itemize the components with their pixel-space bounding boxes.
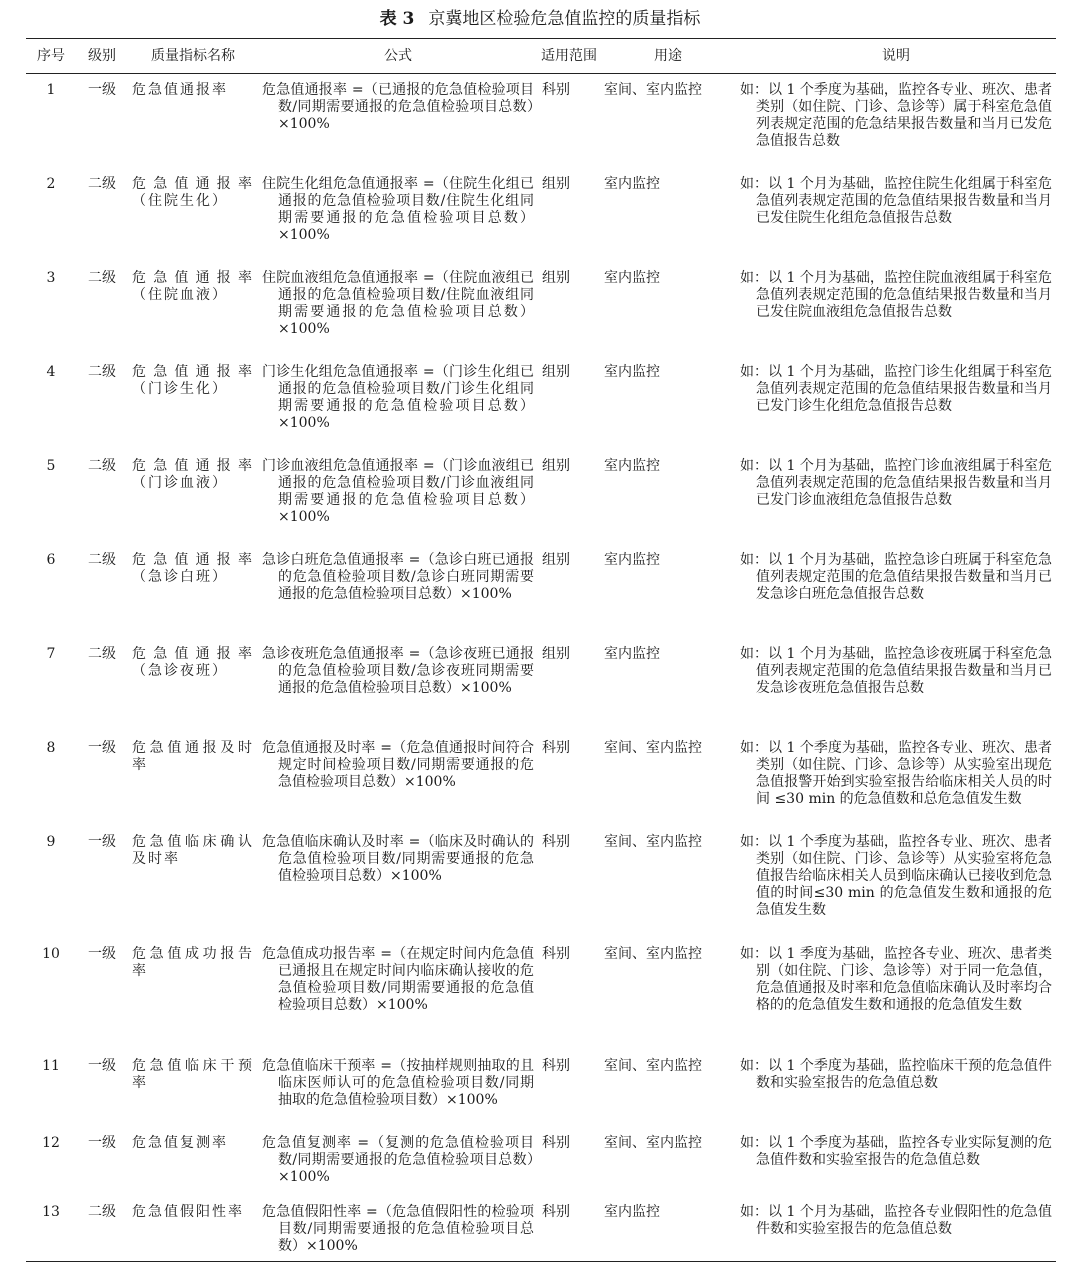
cell-formula — [258, 1127, 538, 1196]
cell-desc — [736, 74, 1056, 168]
cell-formula — [258, 168, 538, 262]
cell-level: 二级 — [88, 645, 116, 662]
cell-desc — [736, 638, 1056, 732]
cell-desc — [736, 938, 1056, 1050]
table-row — [26, 732, 1056, 826]
desc-text: 如：以 1 个月为基础，监控急诊夜班属于科室危急值列表规定范围的危急值结果报告数量和当月已发急诊夜班危急值报告总数 — [740, 645, 1052, 696]
cell-formula — [258, 544, 538, 638]
formula-text: 危急值通报及时率 =（危急值通报时间符合规定时间检验项目数/同期需要通报的危急值检验项目总数）×100% — [262, 739, 534, 790]
desc-text: 如：以 1 个季度为基础，监控各专业、班次、患者类别（如住院、门诊、急诊等）从实验室将危急值报告给临床相关人员到临床确认已接收到危急值的时间≤30 min 的危急值发生数和通报的危急值发生数 — [740, 833, 1052, 918]
desc-text: 如：以 1 个季度为基础，监控各专业、班次、患者类别（如住院、门诊、急诊等）属于科室危急值列表规定范围的危急结果报告数量和当月已发危急值报告总数 — [740, 82, 1052, 149]
table-row — [26, 356, 1056, 450]
cell-no: 4 — [46, 363, 56, 380]
cell-use: 室内监控 — [604, 457, 660, 474]
cell-name: 危急值通报率（急诊白班） — [132, 551, 254, 585]
cell-scope: 组别 — [542, 645, 570, 662]
table-row — [26, 1127, 1056, 1196]
cell-scope: 组别 — [542, 363, 570, 380]
desc-text: 如：以 1 个月为基础，监控各专业假阳性的危急值件数和实验室报告的危急值总数 — [740, 1203, 1052, 1237]
cell-level: 二级 — [88, 1203, 116, 1220]
desc-text: 如：以 1 个季度为基础，监控各专业实际复测的危急值件数和实验室报告的危急值总数 — [740, 1134, 1052, 1168]
header-desc: 说明 — [882, 47, 910, 64]
cell-name: 危急值通报率（急诊夜班） — [132, 645, 254, 679]
table-row — [26, 1196, 1056, 1262]
cell-level: 一级 — [88, 82, 116, 98]
cell-name: 危急值通报率 — [132, 82, 228, 98]
cell-name: 危急值通报率（住院生化） — [132, 175, 254, 209]
cell-scope: 科别 — [542, 739, 570, 756]
cell-level: 二级 — [88, 175, 116, 192]
cell-no: 6 — [46, 551, 56, 568]
cell-no: 1 — [46, 82, 56, 98]
cell-name: 危急值临床干预率 — [132, 1057, 254, 1091]
cell-desc — [736, 356, 1056, 450]
table-caption — [0, 8, 1080, 30]
cell-name: 危急值通报及时率 — [132, 739, 254, 773]
table-header — [26, 39, 1056, 74]
desc-text: 如：以 1 个季度为基础，监控各专业、班次、患者类别（如住院、门诊、急诊等）从实验室出现危急值报警开始到实验室报告给临床相关人员的时间 ≤30 min 的危急值数和总危急值发生数 — [740, 739, 1052, 807]
desc-text: 如：以 1 季度为基础，监控各专业、班次、患者类别（如住院、门诊、急诊等）对于同一危急值，危急值通报及时率和危急值临床确认及时率均合格的的危急值发生数和通报的危急值发生数 — [740, 945, 1052, 1013]
quality-indicator-table — [26, 38, 1056, 1262]
cell-level: 一级 — [88, 1134, 116, 1151]
cell-scope: 科别 — [542, 1134, 570, 1151]
header-no: 序号 — [37, 47, 65, 64]
formula-text: 住院生化组危急值通报率 =（住院生化组已通报的危急值检验项目数/住院生化组同期需要通报的危急值检验项目总数）×100% — [262, 175, 534, 243]
formula-text: 危急值临床确认及时率 =（临床及时确认的危急值检验项目数/同期需要通报的危急值检验项目总数）×100% — [262, 833, 534, 884]
table-row — [26, 826, 1056, 938]
cell-use: 室内监控 — [604, 363, 660, 380]
cell-formula — [258, 262, 538, 356]
cell-no: 10 — [42, 945, 60, 962]
cell-no: 12 — [42, 1134, 60, 1151]
formula-text: 门诊生化组危急值通报率 =（门诊生化组已通报的危急值检验项目数/门诊生化组同期需要通报的危急值检验项目总数）×100% — [262, 363, 534, 431]
table-row — [26, 262, 1056, 356]
cell-level: 一级 — [88, 1057, 116, 1074]
cell-desc — [736, 262, 1056, 356]
desc-text: 如：以 1 个月为基础，监控住院血液组属于科室危急值列表规定范围的危急值结果报告数量和当月已发住院血液组危急值报告总数 — [740, 269, 1052, 320]
header-name: 质量指标名称 — [151, 47, 235, 64]
cell-formula — [258, 74, 538, 168]
cell-no: 13 — [42, 1203, 60, 1220]
cell-use: 室间、室内监控 — [604, 739, 702, 756]
desc-text: 如：以 1 个月为基础，监控门诊生化组属于科室危急值列表规定范围的危急值结果报告数量和当月已发门诊生化组危急值报告总数 — [740, 363, 1052, 414]
header-formula: 公式 — [384, 47, 412, 64]
cell-level: 二级 — [88, 551, 116, 568]
cell-name: 危急值通报率（住院血液） — [132, 269, 254, 303]
cell-level: 二级 — [88, 269, 116, 286]
cell-formula — [258, 1196, 538, 1262]
formula-text: 门诊血液组危急值通报率 =（门诊血液组已通报的危急值检验项目数/门诊血液组同期需要通报的危急值检验项目总数）×100% — [262, 457, 534, 525]
cell-scope: 科别 — [542, 945, 570, 962]
table-title: 京冀地区检验危急值监控的质量指标 — [428, 9, 701, 29]
desc-text: 如：以 1 个月为基础，监控住院生化组属于科室危急值列表规定范围的危急值结果报告数量和当月已发住院生化组危急值报告总数 — [740, 175, 1052, 226]
cell-name: 危急值复测率 — [132, 1134, 228, 1151]
cell-use: 室间、室内监控 — [604, 833, 702, 850]
cell-name: 危急值临床确认及时率 — [132, 833, 254, 867]
header-use: 用途 — [654, 47, 682, 64]
cell-no: 3 — [46, 269, 56, 286]
cell-scope: 科别 — [542, 1203, 570, 1220]
formula-text: 危急值通报率 =（已通报的危急值检验项目数/同期需要通报的危急值检验项目总数）×100% — [262, 82, 534, 132]
cell-formula — [258, 826, 538, 938]
cell-use: 室内监控 — [604, 1203, 660, 1220]
cell-no: 2 — [46, 175, 56, 192]
cell-name: 危急值假阳性率 — [132, 1203, 244, 1220]
cell-formula — [258, 356, 538, 450]
cell-formula — [258, 638, 538, 732]
cell-formula — [258, 1050, 538, 1127]
cell-no: 8 — [46, 739, 56, 756]
formula-text: 危急值假阳性率 =（危急值假阳性的检验项目数/同期需要通报的危急值检验项目总数）×100% — [262, 1203, 534, 1254]
cell-level: 一级 — [88, 945, 116, 962]
cell-scope: 组别 — [542, 551, 570, 568]
cell-desc — [736, 450, 1056, 544]
cell-name: 危急值通报率（门诊生化） — [132, 363, 254, 397]
header-scope: 适用范围 — [541, 47, 597, 64]
cell-use: 室内监控 — [604, 269, 660, 286]
table-row — [26, 450, 1056, 544]
cell-scope: 组别 — [542, 175, 570, 192]
cell-formula — [258, 732, 538, 826]
cell-scope: 科别 — [542, 833, 570, 850]
cell-use: 室间、室内监控 — [604, 1057, 702, 1074]
cell-name: 危急值通报率（门诊血液） — [132, 457, 254, 491]
cell-desc — [736, 826, 1056, 938]
cell-use: 室内监控 — [604, 175, 660, 192]
formula-text: 危急值成功报告率 =（在规定时间内危急值已通报且在规定时间内临床确认接收的危急值检验项目数/同期需要通报的危急值检验项目总数）×100% — [262, 945, 534, 1013]
cell-desc — [736, 168, 1056, 262]
cell-level: 一级 — [88, 833, 116, 850]
table-row — [26, 938, 1056, 1050]
cell-no: 11 — [42, 1057, 60, 1074]
cell-scope: 组别 — [542, 457, 570, 474]
formula-text: 住院血液组危急值通报率 =（住院血液组已通报的危急值检验项目数/住院血液组同期需要通报的危急值检验项目总数）×100% — [262, 269, 534, 337]
table-body — [26, 74, 1056, 1262]
formula-text: 急诊白班危急值通报率 =（急诊白班已通报的危急值检验项目数/急诊白班同期需要通报的危急值检验项目总数）×100% — [262, 551, 534, 602]
cell-level: 一级 — [88, 739, 116, 756]
cell-use: 室间、室内监控 — [604, 1134, 702, 1151]
cell-desc — [736, 732, 1056, 826]
cell-formula — [258, 450, 538, 544]
cell-use: 室间、室内监控 — [604, 82, 702, 98]
cell-scope: 组别 — [542, 269, 570, 286]
cell-scope: 科别 — [542, 1057, 570, 1074]
formula-text: 危急值临床干预率 =（按抽样规则抽取的且临床医师认可的危急值检验项目数/同期抽取的危急值检验项目数）×100% — [262, 1057, 534, 1108]
table-row — [26, 544, 1056, 638]
cell-formula — [258, 938, 538, 1050]
header-row — [26, 39, 1056, 74]
table-row — [26, 168, 1056, 262]
table-row — [26, 74, 1056, 168]
formula-text: 急诊夜班危急值通报率 =（急诊夜班已通报的危急值检验项目数/急诊夜班同期需要通报的危急值检验项目总数）×100% — [262, 645, 534, 696]
cell-use: 室内监控 — [604, 551, 660, 568]
cell-no: 9 — [46, 833, 56, 850]
cell-level: 二级 — [88, 363, 116, 380]
cell-use: 室间、室内监控 — [604, 945, 702, 962]
desc-text: 如：以 1 个月为基础，监控急诊白班属于科室危急值列表规定范围的危急值结果报告数量和当月已发急诊白班危急值报告总数 — [740, 551, 1052, 602]
header-level: 级别 — [88, 47, 116, 64]
cell-desc — [736, 1127, 1056, 1196]
desc-text: 如：以 1 个季度为基础，监控临床干预的危急值件数和实验室报告的危急值总数 — [740, 1057, 1052, 1091]
cell-scope: 科别 — [542, 82, 570, 98]
table-row — [26, 638, 1056, 732]
cell-level: 二级 — [88, 457, 116, 474]
cell-no: 5 — [46, 457, 56, 474]
table-row — [26, 1050, 1056, 1127]
cell-desc — [736, 1196, 1056, 1262]
cell-desc — [736, 1050, 1056, 1127]
desc-text: 如：以 1 个月为基础，监控门诊血液组属于科室危急值列表规定范围的危急值结果报告数量和当月已发门诊血液组危急值报告总数 — [740, 457, 1052, 508]
table-number: 表 3 — [379, 9, 415, 29]
formula-text: 危急值复测率 =（复测的危急值检验项目数/同期需要通报的危急值检验项目总数）×100% — [262, 1134, 534, 1185]
cell-no: 7 — [46, 645, 56, 662]
cell-use: 室内监控 — [604, 645, 660, 662]
cell-name: 危急值成功报告率 — [132, 945, 254, 979]
cell-desc — [736, 544, 1056, 638]
